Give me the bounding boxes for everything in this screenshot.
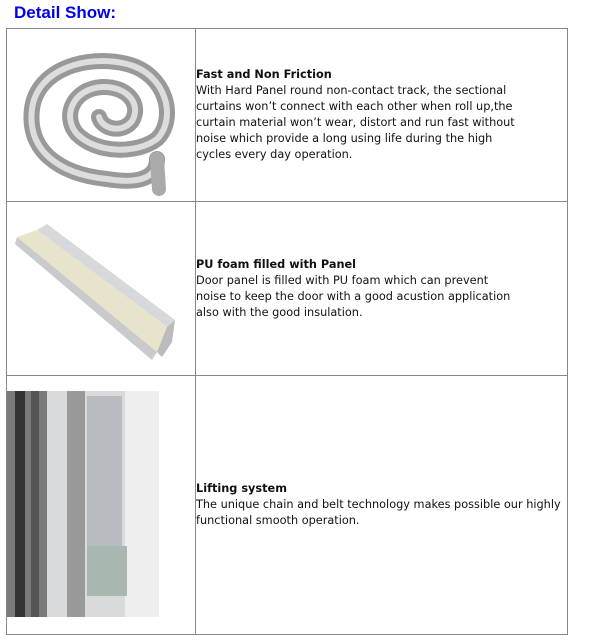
feature-text: With Hard Panel round non-contact track, the sectional (196, 84, 507, 97)
feature-text: noise to keep the door with a good acustion application (196, 289, 511, 303)
feature-text: also with the good insulation. (196, 305, 363, 319)
table-row (7, 202, 568, 376)
lifting-system-photo (7, 376, 196, 635)
pu-foam-panel-photo (7, 202, 196, 376)
table-row (7, 376, 568, 635)
feature-text: curtains won’t connect with each other when roll up,the (196, 100, 513, 113)
feature-text: Door panel is filled with PU foam which can prevent (196, 273, 489, 287)
feature-text: noise which provide a long using life during the high (196, 132, 493, 145)
feature-heading: Lifting system (196, 482, 287, 495)
feature-text: The unique chain and belt technology makes possible our highly (196, 498, 561, 511)
feature-text: cycles every day operation. (196, 148, 353, 161)
feature-description (196, 202, 568, 376)
feature-text: functional smooth operation. (196, 514, 360, 527)
feature-description (196, 376, 568, 635)
spiral-track-photo (7, 29, 196, 202)
section-title: Detail Show: (14, 3, 117, 22)
feature-heading: Fast and Non Friction (196, 68, 332, 81)
feature-text: curtain material won’t wear, distort and run fast without (196, 116, 515, 129)
feature-description (196, 29, 568, 202)
feature-heading: PU foam filled with Panel (196, 257, 357, 271)
detail-table (6, 28, 568, 635)
table-row (7, 29, 568, 202)
